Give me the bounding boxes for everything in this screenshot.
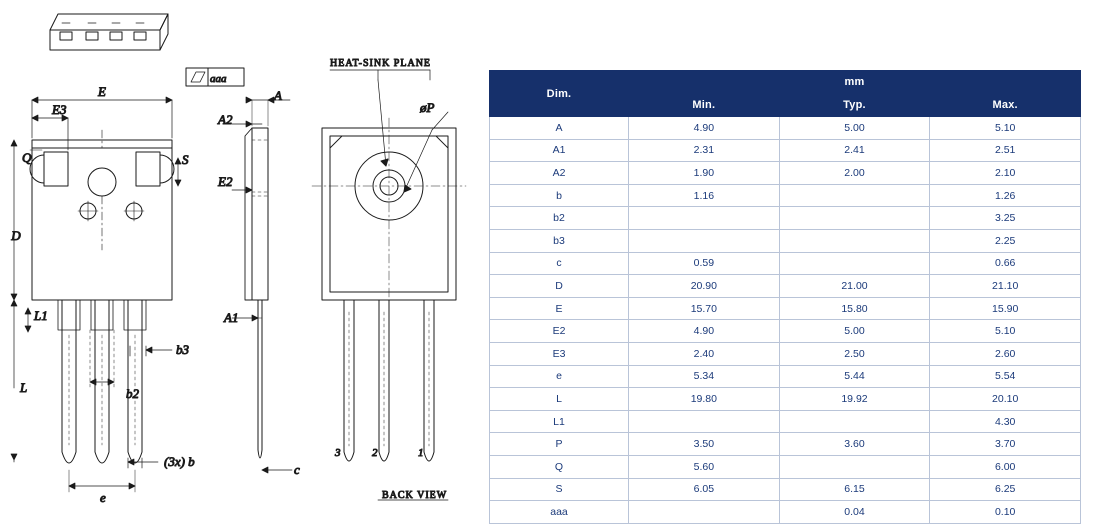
table-row: [490, 433, 1081, 456]
cell-max: 3.70: [930, 433, 1081, 456]
label-E2: E2: [218, 174, 233, 189]
cell-typ: 6.15: [779, 478, 930, 501]
cell-typ: 0.04: [779, 501, 930, 524]
label-back-view: BACK VIEW: [382, 490, 448, 501]
column-header-typ: Typ.: [779, 94, 930, 117]
cell-dim: E: [490, 297, 629, 320]
cell-max: 2.60: [930, 342, 1081, 365]
cell-max: 0.66: [930, 252, 1081, 275]
label-L1: L1: [34, 308, 48, 323]
cell-dim: L: [490, 388, 629, 411]
cell-min: [629, 229, 780, 252]
label-heat-sink-plane: HEAT-SINK PLANE: [330, 58, 432, 69]
label-pin-1: 1: [418, 447, 424, 459]
label-c: c: [294, 462, 300, 477]
cell-dim: S: [490, 478, 629, 501]
table-row: [490, 342, 1081, 365]
cell-min: [629, 207, 780, 230]
table-header-row-top: [490, 71, 1081, 94]
cell-max: 20.10: [930, 388, 1081, 411]
cell-min: 4.90: [629, 320, 780, 343]
table-row: [490, 365, 1081, 388]
label-pin-3: 3: [335, 447, 341, 459]
table-row: [490, 297, 1081, 320]
cell-dim: E3: [490, 342, 629, 365]
label-b2: b2: [126, 386, 139, 401]
cell-dim: c: [490, 252, 629, 275]
label-A: A: [274, 88, 282, 103]
cell-dim: A: [490, 117, 629, 140]
cell-typ: [779, 229, 930, 252]
cell-typ: 5.44: [779, 365, 930, 388]
table-row: [490, 478, 1081, 501]
cell-max: 1.26: [930, 184, 1081, 207]
label-L: L: [20, 380, 28, 395]
cell-min: [629, 501, 780, 524]
cell-max: 2.51: [930, 139, 1081, 162]
table-row: [490, 501, 1081, 524]
label-E: E: [98, 84, 106, 99]
cell-min: 15.70: [629, 297, 780, 320]
label-Q: Q: [22, 150, 32, 165]
table-row: [490, 320, 1081, 343]
label-3x-b: (3x) b: [164, 454, 195, 469]
cell-typ: 2.50: [779, 342, 930, 365]
cell-max: 4.30: [930, 410, 1081, 433]
cell-max: 6.25: [930, 478, 1081, 501]
cell-typ: [779, 252, 930, 275]
cell-min: 0.59: [629, 252, 780, 275]
isometric-view: [50, 14, 168, 50]
cell-dim: L1: [490, 410, 629, 433]
table-header: [490, 71, 1081, 117]
cell-dim: D: [490, 275, 629, 298]
cell-typ: 3.60: [779, 433, 930, 456]
cell-min: 20.90: [629, 275, 780, 298]
cell-min: 4.90: [629, 117, 780, 140]
cell-max: 5.10: [930, 117, 1081, 140]
label-D: D: [11, 228, 21, 243]
cell-min: 2.31: [629, 139, 780, 162]
cell-dim: P: [490, 433, 629, 456]
table-row: [490, 229, 1081, 252]
mechanical-drawing: [0, 0, 490, 524]
column-header-dim: Dim.: [490, 71, 629, 117]
cell-max: 5.10: [930, 320, 1081, 343]
cell-typ: 19.92: [779, 388, 930, 411]
table-row: [490, 207, 1081, 230]
cell-dim: Q: [490, 455, 629, 478]
cell-typ: [779, 184, 930, 207]
cell-min: 19.80: [629, 388, 780, 411]
cell-typ: 21.00: [779, 275, 930, 298]
cell-min: 1.90: [629, 162, 780, 185]
back-view: [312, 70, 466, 500]
cell-dim: A2: [490, 162, 629, 185]
cell-dim: E2: [490, 320, 629, 343]
cell-min: 6.05: [629, 478, 780, 501]
cell-typ: 15.80: [779, 297, 930, 320]
cell-min: 3.50: [629, 433, 780, 456]
cell-typ: 2.41: [779, 139, 930, 162]
front-view: [30, 130, 174, 463]
label-A1: A1: [224, 310, 239, 325]
table-row: [490, 184, 1081, 207]
cell-max: 2.10: [930, 162, 1081, 185]
cell-max: 6.00: [930, 455, 1081, 478]
cell-dim: b: [490, 184, 629, 207]
cell-max: 3.25: [930, 207, 1081, 230]
front-view-dimensions: [11, 97, 181, 492]
cell-typ: 5.00: [779, 320, 930, 343]
cell-min: 1.16: [629, 184, 780, 207]
cell-min: 2.40: [629, 342, 780, 365]
cell-typ: [779, 207, 930, 230]
cell-min: 5.34: [629, 365, 780, 388]
cell-dim: A1: [490, 139, 629, 162]
cell-typ: [779, 455, 930, 478]
cell-max: 0.10: [930, 501, 1081, 524]
cell-max: 21.10: [930, 275, 1081, 298]
label-e: e: [100, 490, 106, 505]
cell-dim: e: [490, 365, 629, 388]
table-row: [490, 410, 1081, 433]
cell-dim: b3: [490, 229, 629, 252]
column-header-unit: mm: [629, 71, 1081, 94]
column-header-min: Min.: [629, 94, 780, 117]
cell-min: 5.60: [629, 455, 780, 478]
label-E3: E3: [52, 102, 67, 117]
table-row: [490, 162, 1081, 185]
dimensions-table-container: [489, 70, 1081, 524]
cell-typ: [779, 410, 930, 433]
label-A2: A2: [218, 112, 233, 127]
table-row: [490, 252, 1081, 275]
cell-dim: aaa: [490, 501, 629, 524]
cell-min: [629, 410, 780, 433]
label-b3: b3: [176, 342, 189, 357]
table-row: [490, 275, 1081, 298]
dimensions-table: [489, 70, 1081, 524]
table-row: [490, 139, 1081, 162]
label-aaa: aaa: [210, 73, 227, 85]
cell-typ: 5.00: [779, 117, 930, 140]
table-row: [490, 455, 1081, 478]
label-pin-2: 2: [372, 447, 378, 459]
column-header-max: Max.: [930, 94, 1081, 117]
cell-dim: b2: [490, 207, 629, 230]
table-row: [490, 388, 1081, 411]
table-body: [490, 117, 1081, 524]
cell-typ: 2.00: [779, 162, 930, 185]
table-row: [490, 117, 1081, 140]
label-P: øP: [420, 100, 435, 115]
label-S: S: [182, 152, 189, 167]
cell-max: 15.90: [930, 297, 1081, 320]
cell-max: 2.25: [930, 229, 1081, 252]
cell-max: 5.54: [930, 365, 1081, 388]
